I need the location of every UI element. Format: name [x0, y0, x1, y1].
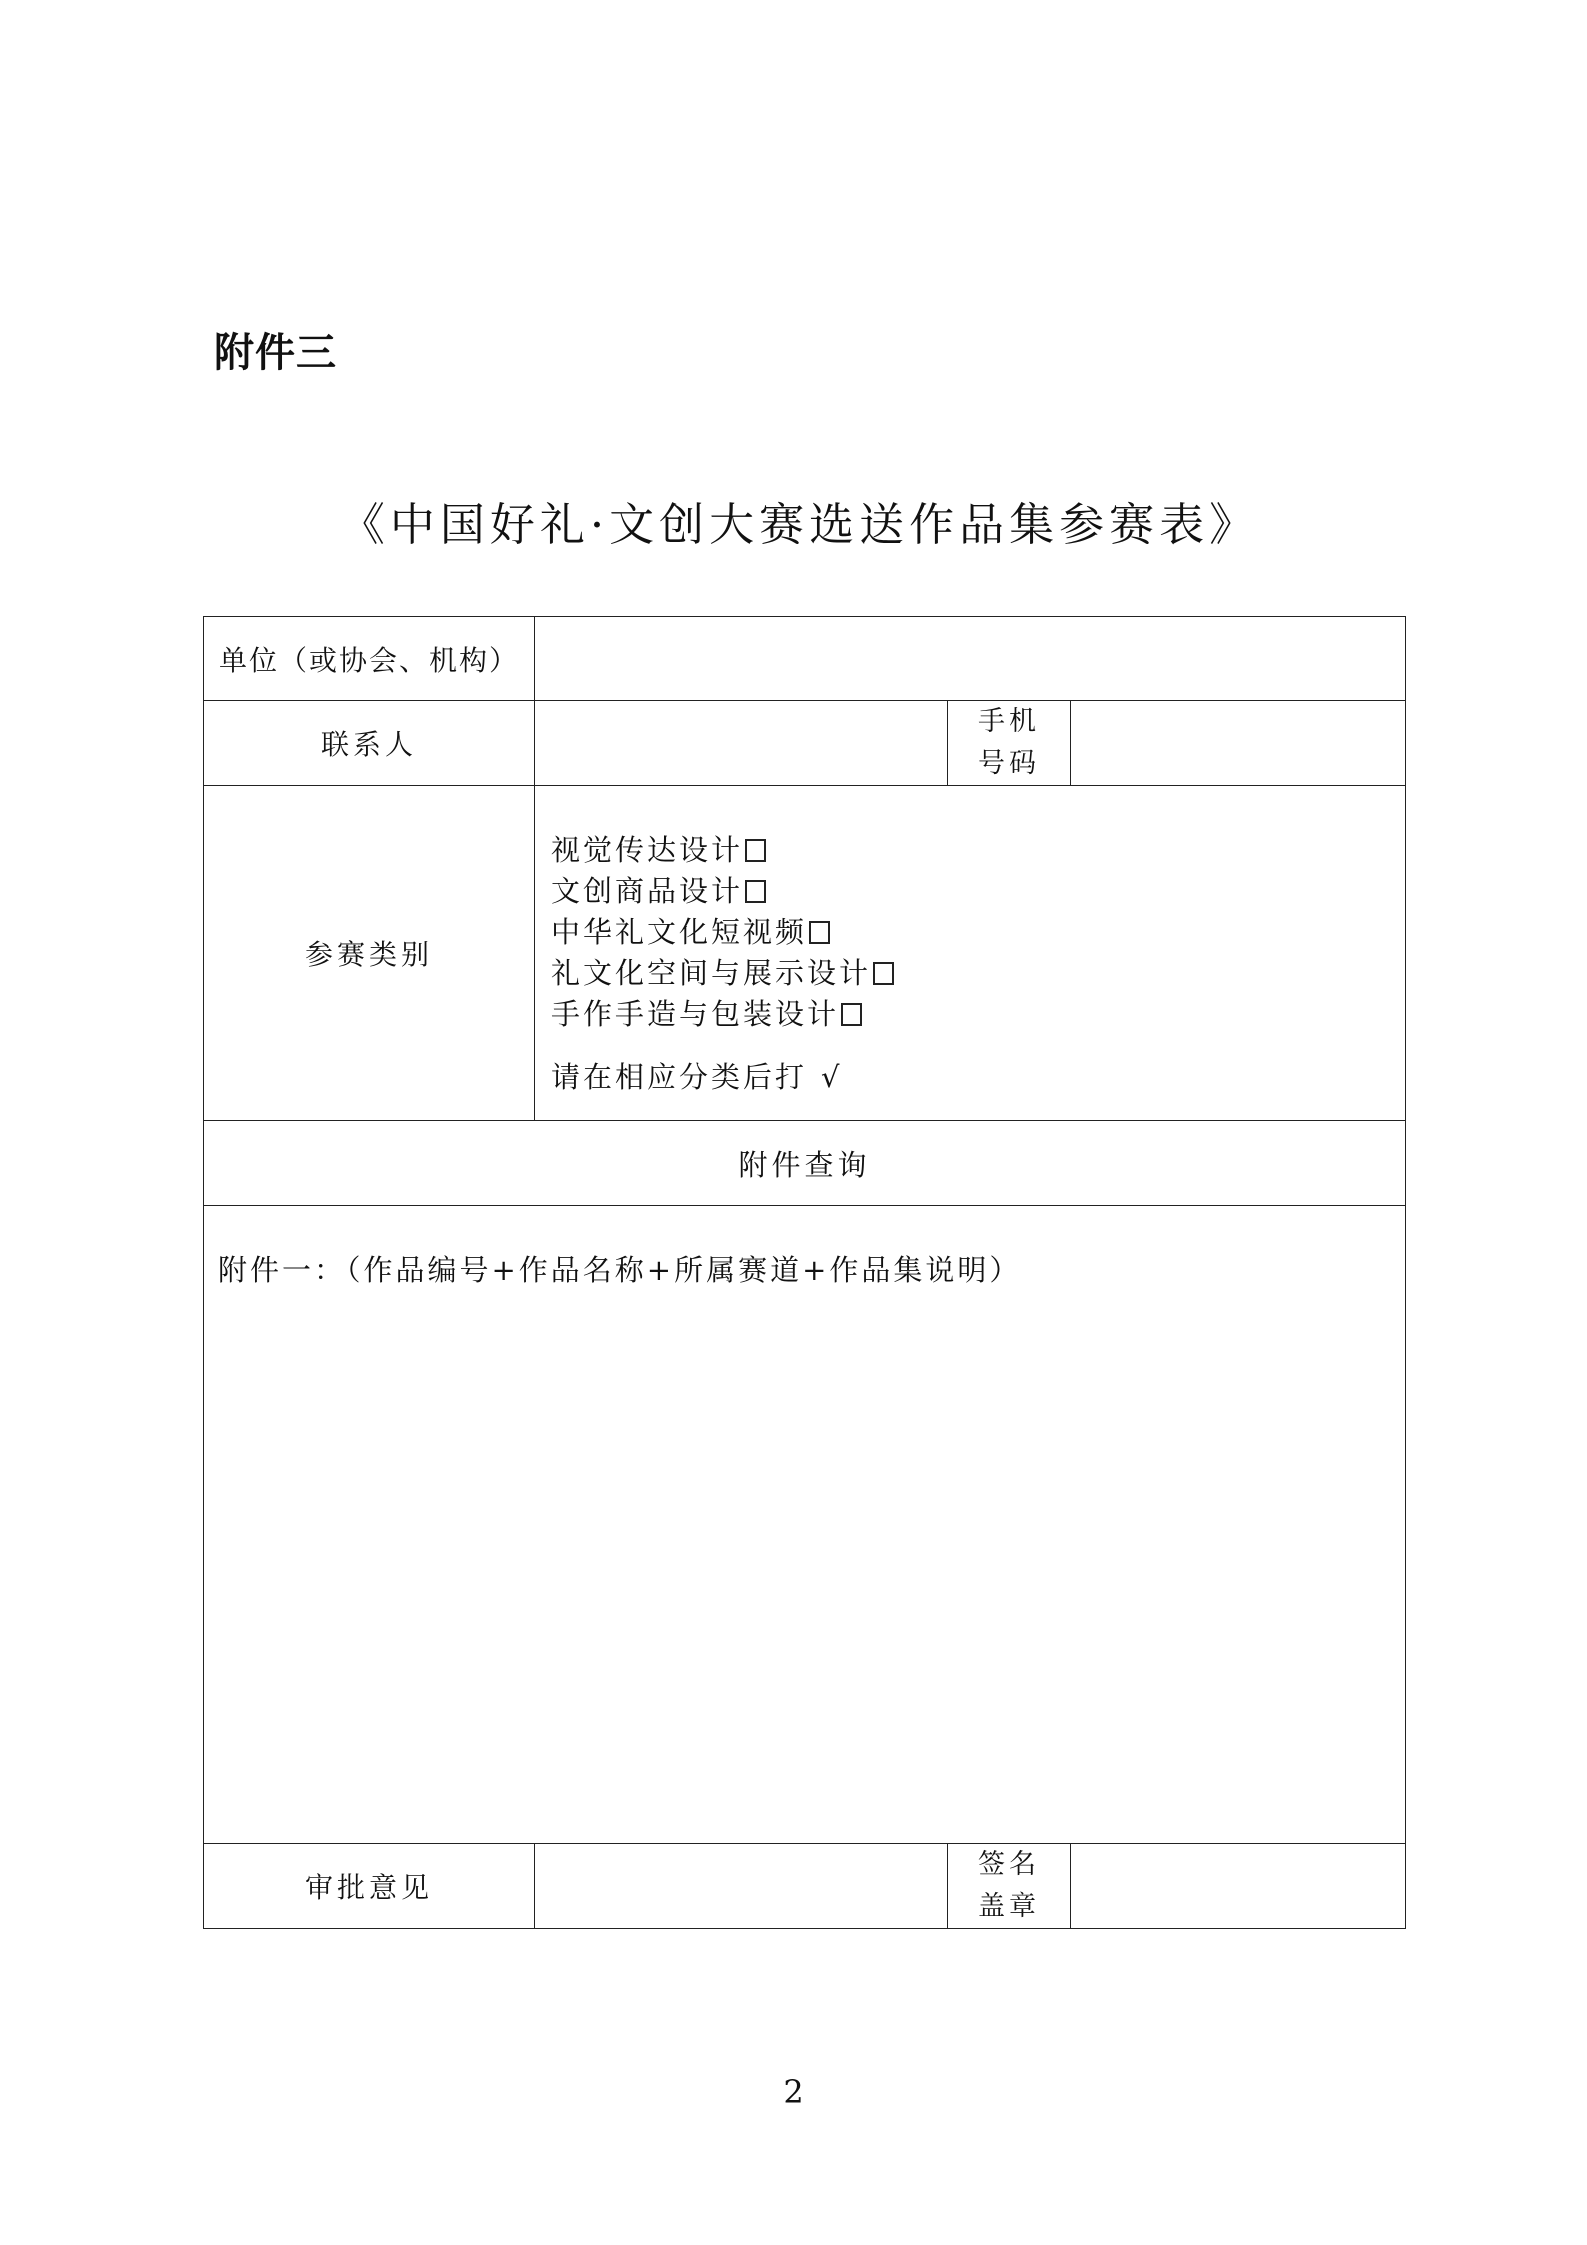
category-label: 参赛类别: [204, 786, 535, 1121]
contact-row: [204, 701, 1406, 786]
category-row: [204, 786, 1406, 1121]
approval-row: [204, 1844, 1406, 1929]
category-options: [535, 786, 1406, 1121]
category-option[interactable]: [551, 953, 1405, 994]
phone-field[interactable]: [1071, 701, 1406, 786]
category-list: [551, 786, 1405, 1096]
approval-field[interactable]: [535, 1844, 948, 1929]
checkbox-icon[interactable]: [873, 962, 894, 985]
attachment-section-label: 附件查询: [204, 1121, 1406, 1206]
checkbox-icon[interactable]: [745, 880, 766, 903]
category-instruction: [551, 1055, 1405, 1096]
attachment-label: 附件三: [214, 330, 337, 376]
category-option[interactable]: [551, 994, 1405, 1035]
category-option-label: 礼文化空间与展示设计: [551, 956, 872, 990]
approval-label: 审批意见: [204, 1844, 535, 1929]
unit-label: 单位（或协会、机构）: [204, 617, 535, 701]
unit-row: [204, 617, 1406, 701]
signature-label-line2: 盖章: [978, 1891, 1040, 1922]
checkbox-icon[interactable]: [745, 839, 766, 862]
entry-form-table: [203, 616, 1406, 1929]
checkmark-icon: √: [821, 1060, 843, 1094]
signature-label: [948, 1844, 1071, 1929]
category-option-label: 中华礼文化短视频: [551, 915, 808, 949]
contact-label: 联系人: [204, 701, 535, 786]
category-option-label: 视觉传达设计: [551, 833, 744, 867]
phone-label: [948, 701, 1071, 786]
contact-field[interactable]: [535, 701, 948, 786]
phone-label-line1: 手机: [978, 706, 1040, 737]
category-instruction-text: 请在相应分类后打: [551, 1060, 808, 1094]
unit-field[interactable]: [535, 617, 1406, 701]
checkbox-icon[interactable]: [809, 921, 830, 944]
category-option[interactable]: [551, 912, 1405, 953]
category-option-label: 文创商品设计: [551, 874, 744, 908]
attachment-section-row: [204, 1121, 1406, 1206]
checkbox-icon[interactable]: [841, 1003, 862, 1026]
attachment-content-row: [204, 1206, 1406, 1844]
signature-field[interactable]: [1071, 1844, 1406, 1929]
document-title: 《中国好礼·文创大赛选送作品集参赛表》: [339, 498, 1260, 551]
phone-label-line2: 号码: [978, 748, 1040, 779]
attachment-one-text[interactable]: 附件一：（作品编号+作品名称+所属赛道+作品集说明）: [204, 1206, 1406, 1844]
page-number: 2: [783, 2073, 804, 2111]
category-option[interactable]: [551, 871, 1405, 912]
signature-label-line1: 签名: [978, 1849, 1040, 1880]
category-option[interactable]: [551, 830, 1405, 871]
category-option-label: 手作手造与包装设计: [551, 997, 840, 1031]
